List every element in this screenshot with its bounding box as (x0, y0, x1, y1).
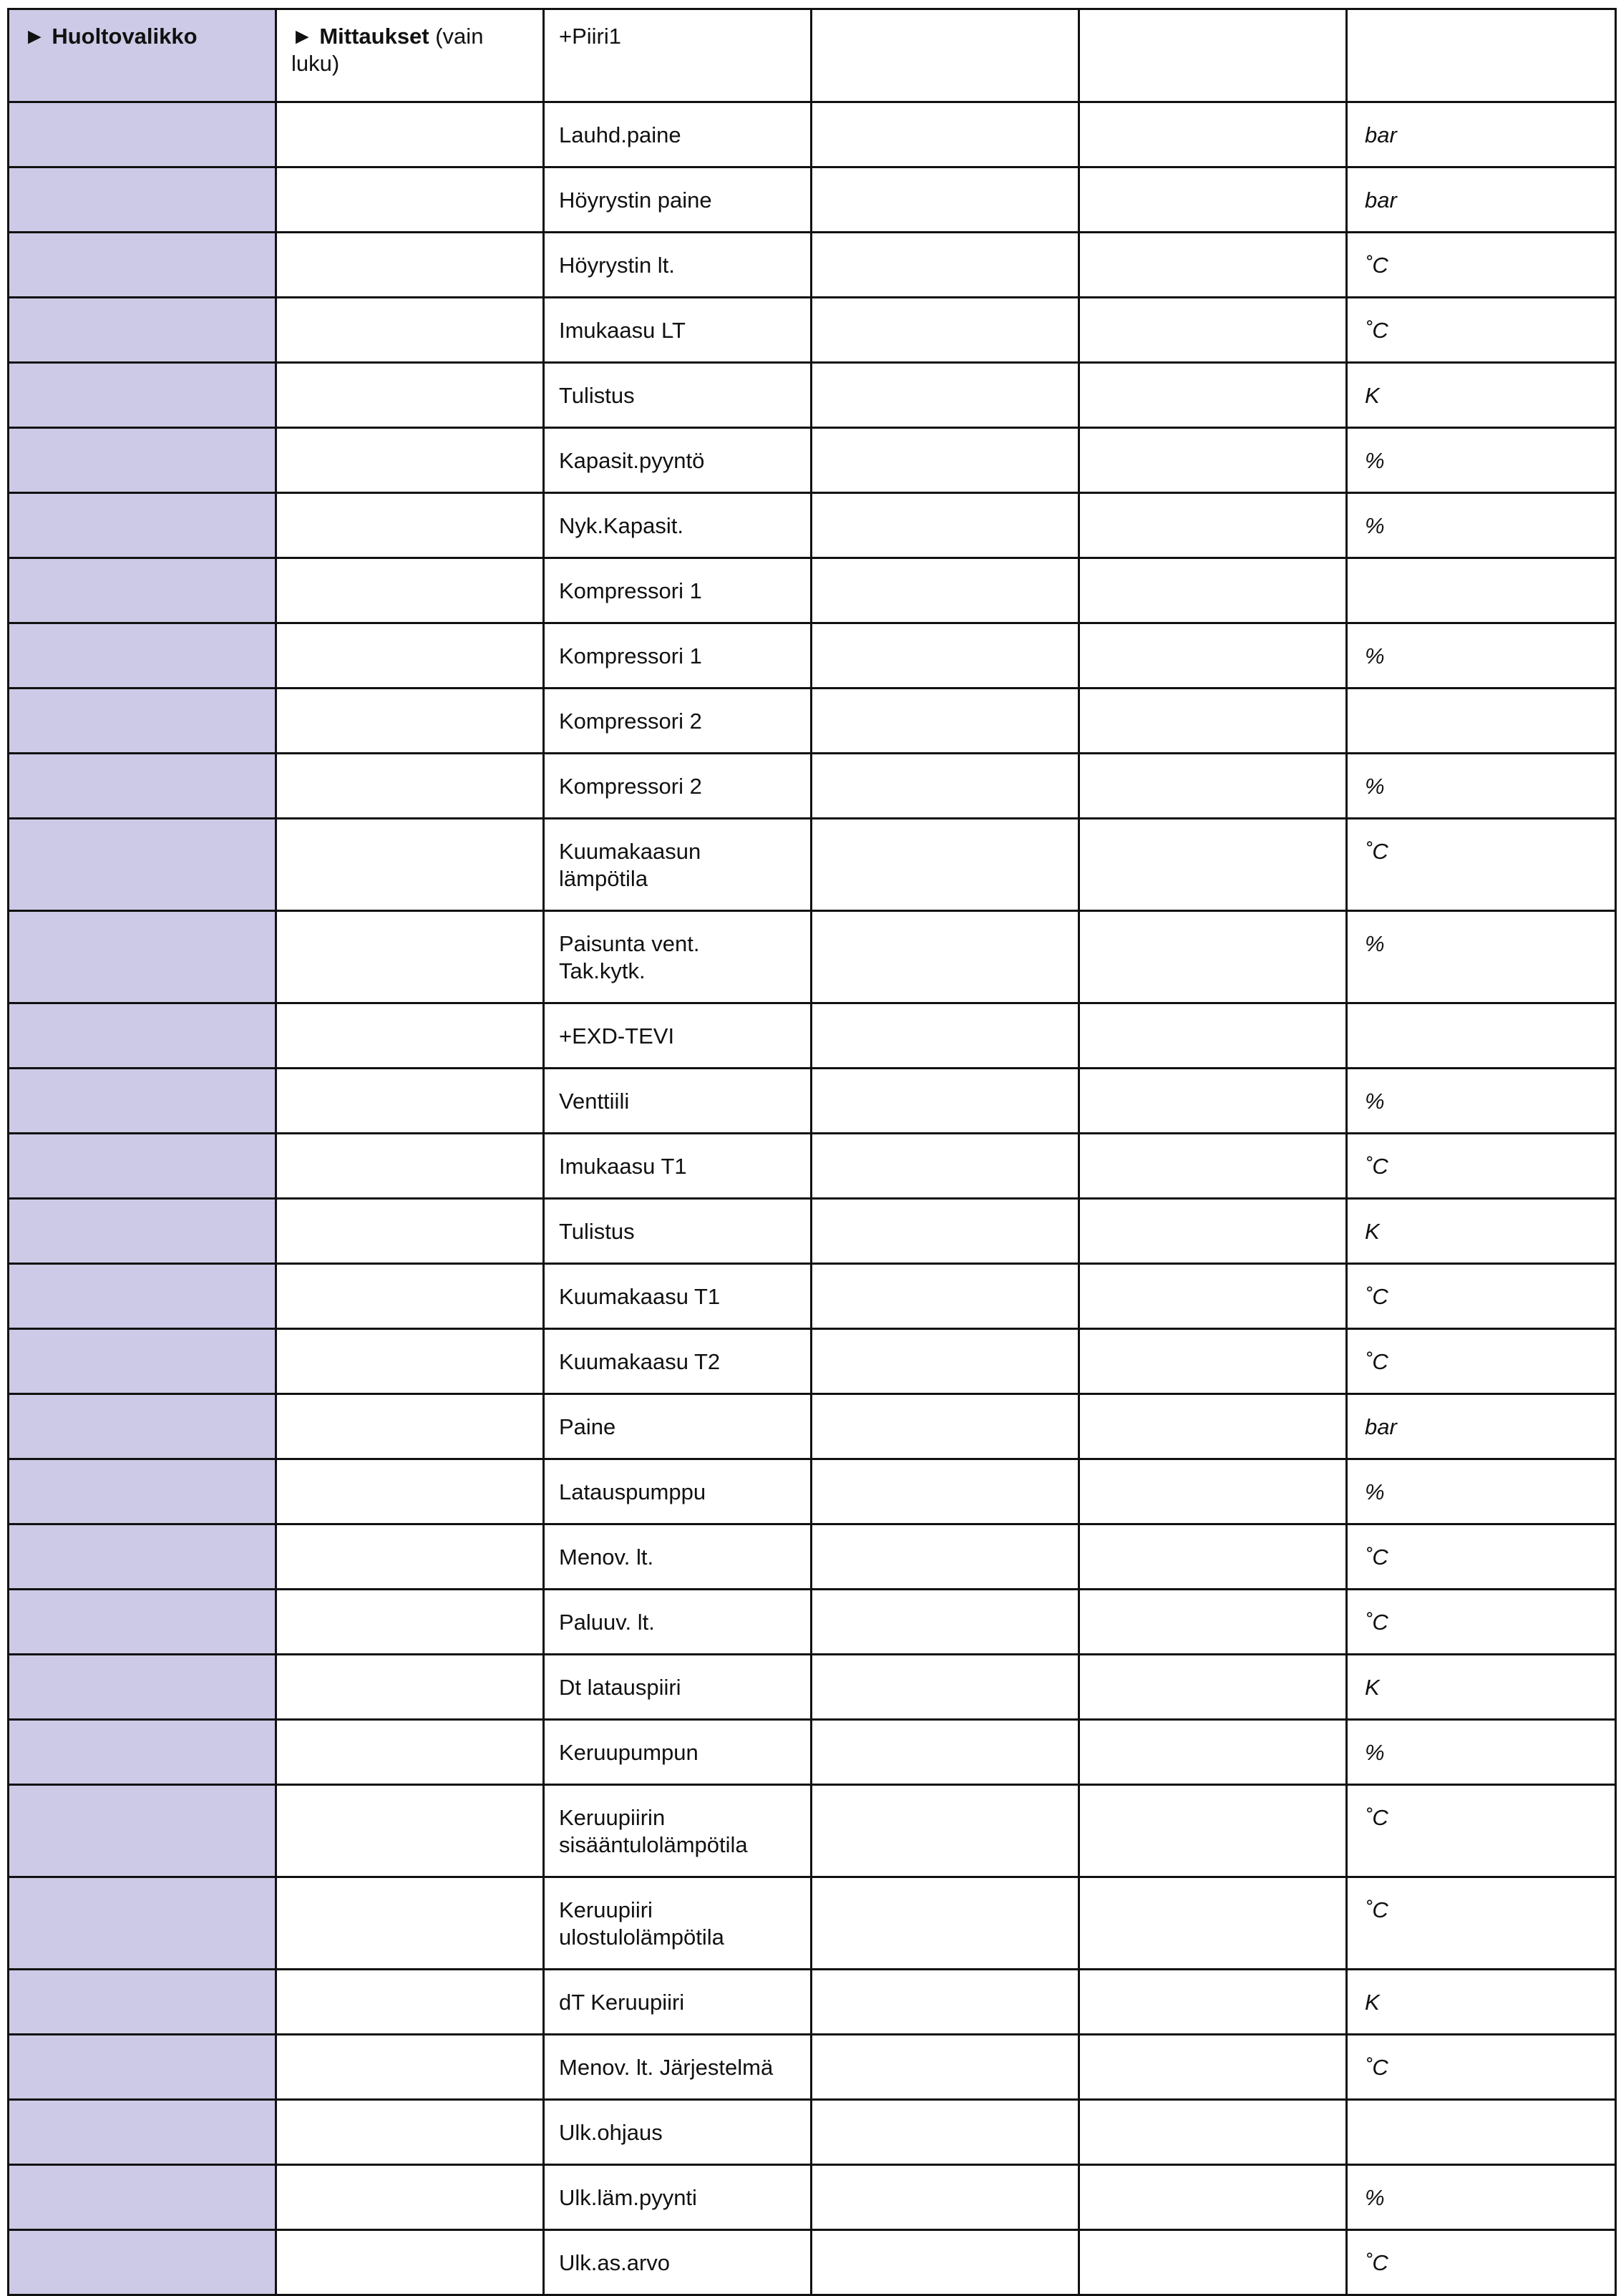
value-cell (1079, 1199, 1347, 1264)
value-cell (812, 2165, 1079, 2230)
value-cell (812, 2035, 1079, 2100)
submenu-column-cell (276, 167, 544, 233)
value-cell (1079, 689, 1347, 754)
table-row (9, 1329, 1616, 1394)
measurement-label: Lauhd.paine (544, 102, 812, 167)
table-row (9, 2165, 1616, 2230)
measurement-label: Kuumakaasun lämpötila (544, 819, 812, 911)
submenu-column-cell (276, 819, 544, 911)
header-row (9, 9, 1616, 102)
unit-cell: % (1347, 2165, 1616, 2230)
value-cell (1079, 754, 1347, 819)
value-cell (1079, 298, 1347, 363)
value-cell (1079, 911, 1347, 1003)
menu-cell-huoltovalikko (9, 9, 276, 102)
menu-column-cell (9, 1970, 276, 2035)
unit-cell: ˚C (1347, 233, 1616, 298)
unit-cell: K (1347, 1655, 1616, 1720)
submenu-column-cell (276, 1655, 544, 1720)
menu-column-cell (9, 1785, 276, 1877)
value-cell (1079, 623, 1347, 689)
submenu-title: Mittaukset (319, 24, 429, 49)
value-cell (812, 2100, 1079, 2165)
menu-column-cell (9, 754, 276, 819)
submenu-column-cell (276, 2035, 544, 2100)
submenu-column-cell (276, 1003, 544, 1069)
value-cell (1079, 1877, 1347, 1970)
table-row (9, 1785, 1616, 1877)
table-row (9, 1720, 1616, 1785)
submenu-column-cell (276, 1877, 544, 1970)
submenu-note: (vain luku) (291, 24, 484, 76)
table-row (9, 1069, 1616, 1134)
value-cell (1079, 1655, 1347, 1720)
value-cell (812, 298, 1079, 363)
menu-column-cell (9, 428, 276, 493)
menu-column-cell (9, 2165, 276, 2230)
unit-cell: ˚C (1347, 1264, 1616, 1329)
table-row (9, 1134, 1616, 1199)
measurement-label: Ulk.ohjaus (544, 2100, 812, 2165)
table-row (9, 558, 1616, 623)
menu-column-cell (9, 2100, 276, 2165)
measurement-label: Nyk.Kapasit. (544, 493, 812, 558)
submenu-column-cell (276, 1524, 544, 1590)
submenu-column-cell (276, 1199, 544, 1264)
value-cell (812, 623, 1079, 689)
submenu-column-cell (276, 1720, 544, 1785)
measurement-label: Kompressori 2 (544, 689, 812, 754)
submenu-column-cell (276, 1329, 544, 1394)
value-cell (812, 1003, 1079, 1069)
measurement-label: +EXD-TEVI (544, 1003, 812, 1069)
table-row (9, 1003, 1616, 1069)
unit-cell (1347, 1003, 1616, 1069)
value-cell (812, 1655, 1079, 1720)
unit-cell: K (1347, 1199, 1616, 1264)
menu-column-cell (9, 102, 276, 167)
value-cell (1079, 1590, 1347, 1655)
menu-column-cell (9, 2230, 276, 2295)
table-row (9, 102, 1616, 167)
unit-cell: ˚C (1347, 1329, 1616, 1394)
unit-cell: ˚C (1347, 819, 1616, 911)
submenu-column-cell (276, 1590, 544, 1655)
value-cell (1079, 2230, 1347, 2295)
submenu-column-cell (276, 1264, 544, 1329)
table-row (9, 1655, 1616, 1720)
submenu-column-cell (276, 298, 544, 363)
value-cell (812, 1394, 1079, 1459)
unit-cell: % (1347, 623, 1616, 689)
value-cell (812, 102, 1079, 167)
measurement-label: Keruupiiri ulostulolämpötila (544, 1877, 812, 1970)
measurement-label: Paine (544, 1394, 812, 1459)
unit-cell: ˚C (1347, 1590, 1616, 1655)
table-row (9, 298, 1616, 363)
table-row (9, 754, 1616, 819)
menu-column-cell (9, 2035, 276, 2100)
measurement-label: Imukaasu T1 (544, 1134, 812, 1199)
table-row (9, 2035, 1616, 2100)
value-cell (1079, 493, 1347, 558)
submenu-column-cell (276, 1134, 544, 1199)
value-cell (812, 1720, 1079, 1785)
measurement-label: Höyrystin paine (544, 167, 812, 233)
value-cell (1079, 1459, 1347, 1524)
submenu-column-cell (276, 2165, 544, 2230)
measurement-label: Keruupumpun (544, 1720, 812, 1785)
menu-column-cell (9, 233, 276, 298)
unit-cell: bar (1347, 102, 1616, 167)
unit-cell: % (1347, 1069, 1616, 1134)
unit-cell: % (1347, 493, 1616, 558)
value-cell (812, 1264, 1079, 1329)
submenu-column-cell (276, 1970, 544, 2035)
unit-cell: K (1347, 1970, 1616, 2035)
table-row (9, 1524, 1616, 1590)
table-row (9, 1394, 1616, 1459)
measurement-label: Paluuv. lt. (544, 1590, 812, 1655)
unit-cell: % (1347, 911, 1616, 1003)
value-cell (812, 233, 1079, 298)
value-cell (812, 2230, 1079, 2295)
value-cell (1079, 1785, 1347, 1877)
menu-column-cell (9, 1524, 276, 1590)
value-cell (812, 1590, 1079, 1655)
submenu-column-cell (276, 1069, 544, 1134)
menu-column-cell (9, 819, 276, 911)
value-cell (1079, 102, 1347, 167)
measurement-label: Paisunta vent. Tak.kytk. (544, 911, 812, 1003)
value-cell (1079, 2035, 1347, 2100)
value-cell (812, 363, 1079, 428)
value-cell (1079, 819, 1347, 911)
table-row (9, 1590, 1616, 1655)
table-row (9, 493, 1616, 558)
unit-cell: ˚C (1347, 298, 1616, 363)
table-row (9, 233, 1616, 298)
submenu-column-cell (276, 102, 544, 167)
menu-column-cell (9, 1134, 276, 1199)
arrow-right-icon: ► (24, 24, 46, 49)
value-cell (1079, 558, 1347, 623)
measurement-label: Menov. lt. Järjestelmä (544, 2035, 812, 2100)
unit-cell: ˚C (1347, 2035, 1616, 2100)
menu-column-cell (9, 1329, 276, 1394)
value-cell (812, 558, 1079, 623)
table-row (9, 167, 1616, 233)
submenu-column-cell (276, 233, 544, 298)
value-cell (812, 1970, 1079, 2035)
menu-column-cell (9, 1003, 276, 1069)
measurement-label: Dt latauspiiri (544, 1655, 812, 1720)
empty-cell (812, 9, 1079, 102)
measurement-label: Kuumakaasu T1 (544, 1264, 812, 1329)
measurement-label: Kompressori 1 (544, 623, 812, 689)
menu-column-cell (9, 1264, 276, 1329)
measurement-label: Kapasit.pyyntö (544, 428, 812, 493)
menu-column-cell (9, 911, 276, 1003)
value-cell (812, 428, 1079, 493)
value-cell (1079, 1134, 1347, 1199)
submenu-column-cell (276, 911, 544, 1003)
measurement-label: Ulk.as.arvo (544, 2230, 812, 2295)
value-cell (1079, 363, 1347, 428)
unit-cell: K (1347, 363, 1616, 428)
value-cell (812, 689, 1079, 754)
value-cell (812, 1069, 1079, 1134)
value-cell (812, 493, 1079, 558)
unit-cell: ˚C (1347, 1877, 1616, 1970)
unit-cell: ˚C (1347, 1134, 1616, 1199)
menu-title: Huoltovalikko (52, 24, 198, 49)
unit-cell: ˚C (1347, 2230, 1616, 2295)
value-cell (812, 754, 1079, 819)
menu-column-cell (9, 1655, 276, 1720)
measurement-label: Kompressori 1 (544, 558, 812, 623)
unit-cell: ˚C (1347, 1524, 1616, 1590)
menu-column-cell (9, 493, 276, 558)
unit-cell: % (1347, 1459, 1616, 1524)
value-cell (1079, 1394, 1347, 1459)
submenu-column-cell (276, 2100, 544, 2165)
menu-column-cell (9, 1459, 276, 1524)
service-menu-table (7, 8, 1617, 2296)
submenu-column-cell (276, 1394, 544, 1459)
empty-cell (1079, 9, 1347, 102)
value-cell (1079, 1069, 1347, 1134)
value-cell (812, 911, 1079, 1003)
measurement-label: Keruupiirin sisääntulolämpötila (544, 1785, 812, 1877)
unit-cell (1347, 2100, 1616, 2165)
value-cell (1079, 233, 1347, 298)
table-row (9, 1970, 1616, 2035)
value-cell (1079, 2100, 1347, 2165)
circuit-label: +Piiri1 (544, 9, 812, 102)
submenu-column-cell (276, 363, 544, 428)
table-row (9, 1877, 1616, 1970)
measurement-label: Tulistus (544, 1199, 812, 1264)
menu-column-cell (9, 298, 276, 363)
measurement-label: Imukaasu LT (544, 298, 812, 363)
arrow-right-icon: ► (291, 24, 313, 49)
menu-column-cell (9, 1394, 276, 1459)
value-cell (812, 1459, 1079, 1524)
submenu-column-cell (276, 493, 544, 558)
menu-column-cell (9, 1199, 276, 1264)
table-row (9, 2230, 1616, 2295)
submenu-column-cell (276, 1785, 544, 1877)
submenu-column-cell (276, 2230, 544, 2295)
menu-column-cell (9, 1877, 276, 1970)
menu-column-cell (9, 1720, 276, 1785)
measurement-label: Menov. lt. (544, 1524, 812, 1590)
menu-column-cell (9, 167, 276, 233)
value-cell (812, 1524, 1079, 1590)
measurement-label: Latauspumppu (544, 1459, 812, 1524)
unit-cell: % (1347, 428, 1616, 493)
value-cell (812, 1785, 1079, 1877)
measurement-label: dT Keruupiiri (544, 1970, 812, 2035)
value-cell (1079, 1264, 1347, 1329)
empty-cell (1347, 9, 1616, 102)
menu-column-cell (9, 689, 276, 754)
value-cell (1079, 428, 1347, 493)
measurement-label: Kompressori 2 (544, 754, 812, 819)
value-cell (812, 167, 1079, 233)
unit-cell: % (1347, 1720, 1616, 1785)
unit-cell: bar (1347, 167, 1616, 233)
table-row (9, 819, 1616, 911)
submenu-column-cell (276, 558, 544, 623)
submenu-column-cell (276, 428, 544, 493)
submenu-cell-mittaukset (276, 9, 544, 102)
menu-column-cell (9, 363, 276, 428)
value-cell (1079, 1970, 1347, 2035)
value-cell (1079, 1329, 1347, 1394)
measurement-label: Höyrystin lt. (544, 233, 812, 298)
submenu-column-cell (276, 754, 544, 819)
table-row (9, 1459, 1616, 1524)
table-row (9, 1199, 1616, 1264)
value-cell (1079, 1720, 1347, 1785)
menu-column-cell (9, 623, 276, 689)
value-cell (812, 1877, 1079, 1970)
table-row (9, 363, 1616, 428)
submenu-column-cell (276, 689, 544, 754)
table-row (9, 428, 1616, 493)
menu-column-cell (9, 1590, 276, 1655)
value-cell (1079, 2165, 1347, 2230)
value-cell (1079, 167, 1347, 233)
value-cell (1079, 1003, 1347, 1069)
submenu-column-cell (276, 623, 544, 689)
measurement-label: Ulk.läm.pyynti (544, 2165, 812, 2230)
value-cell (812, 1329, 1079, 1394)
menu-column-cell (9, 558, 276, 623)
value-cell (1079, 1524, 1347, 1590)
unit-cell: bar (1347, 1394, 1616, 1459)
unit-cell: ˚C (1347, 1785, 1616, 1877)
table-row (9, 2100, 1616, 2165)
measurement-label: Kuumakaasu T2 (544, 1329, 812, 1394)
table-row (9, 1264, 1616, 1329)
table-row (9, 689, 1616, 754)
submenu-column-cell (276, 1459, 544, 1524)
value-cell (812, 1134, 1079, 1199)
measurement-label: Tulistus (544, 363, 812, 428)
unit-cell: % (1347, 754, 1616, 819)
value-cell (812, 1199, 1079, 1264)
unit-cell (1347, 689, 1616, 754)
value-cell (812, 819, 1079, 911)
measurement-label: Venttiili (544, 1069, 812, 1134)
table-row (9, 623, 1616, 689)
menu-column-cell (9, 1069, 276, 1134)
table-row (9, 911, 1616, 1003)
unit-cell (1347, 558, 1616, 623)
